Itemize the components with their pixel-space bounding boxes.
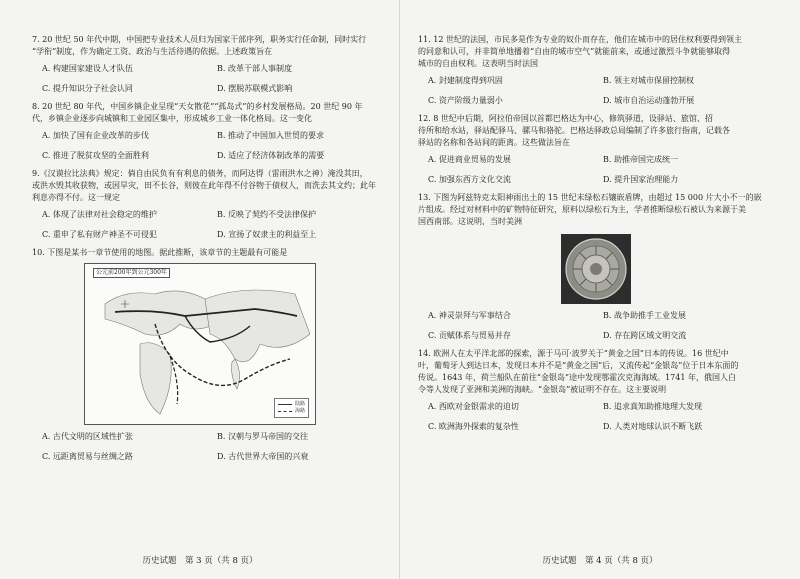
option-a[interactable]: A. 加快了国有企业改革的步伐 bbox=[42, 131, 149, 140]
question-12-stem: 12. 8 世纪中后期，阿拉伯帝国以首都巴格达为中心，修筑驿道，设驿站、旅馆、招 待所和给水站，驿站配驿马、骡马和骆驼。巴格达驿政总局编制了许多旅行指南，记载各 驿站的名称和各站间的距离。这些做法旨在 bbox=[418, 114, 730, 147]
shield-icon bbox=[565, 238, 627, 300]
question-13-options bbox=[418, 310, 778, 342]
option-d[interactable]: D. 古代世界大帝国的兴衰 bbox=[217, 452, 309, 461]
option-a[interactable]: A. 促进商业贸易的发展 bbox=[428, 155, 511, 164]
option-d[interactable]: D. 城市自治运动蓬勃开展 bbox=[603, 96, 695, 105]
map-legend bbox=[274, 398, 309, 418]
option-b[interactable]: B. 战争助推手工业发展 bbox=[603, 311, 686, 320]
question-14 bbox=[418, 348, 778, 433]
option-b[interactable]: B. 汉朝与罗马帝国的交往 bbox=[217, 432, 308, 441]
question-9-stem: 9.《汉谟拉比法典》规定：倘自由民负有有利息的债务，而阿达得（雷雨洪水之神）淹没其田， 或洪水毁其收获物，或因旱灾，田不长谷，则彼在此年得不付谷物于债权人，而洗去其文约；此年 利息亦得不付。这一规定 bbox=[32, 169, 376, 202]
solid-line-icon bbox=[278, 404, 292, 405]
question-11-options bbox=[418, 75, 778, 107]
option-b[interactable]: B. 反映了契约不受法律保护 bbox=[217, 210, 316, 219]
question-13 bbox=[418, 192, 778, 342]
option-b[interactable]: B. 推动了中国加入世贸的要求 bbox=[217, 131, 324, 140]
option-d[interactable]: D. 适应了经济体制改革的需要 bbox=[217, 151, 325, 160]
turquoise-shield-photo bbox=[561, 234, 631, 304]
exam-page-4 bbox=[400, 0, 800, 579]
question-10 bbox=[32, 247, 386, 463]
option-a[interactable]: A. 构建国家建设人才队伍 bbox=[42, 64, 133, 73]
question-14-options bbox=[418, 401, 778, 433]
legend-land-route: 陆路 bbox=[278, 401, 305, 408]
option-d[interactable]: D. 摆脱苏联模式影响 bbox=[217, 84, 293, 93]
option-b[interactable]: B. 改革干部人事制度 bbox=[217, 64, 292, 73]
question-7-stem: 7. 20 世纪 50 年代中期，中国把专业技术人员归为国家干部序列，职务实行任命制，同时实行 “学衔”制度，作为确定工资、政治与生活待遇的依据。上述政策旨在 bbox=[32, 35, 367, 56]
question-12-options bbox=[418, 154, 778, 186]
option-b[interactable]: B. 领主对城市保留控制权 bbox=[603, 76, 694, 85]
page-footer: 历史试题 第 4 页（共 8 页） bbox=[542, 556, 658, 566]
legend-sea-route: 海路 bbox=[278, 408, 305, 415]
option-a[interactable]: A. 体现了法律对社会稳定的维护 bbox=[42, 210, 157, 219]
question-12 bbox=[418, 113, 778, 186]
question-11-stem: 11. 12 世纪的法国，市民多是作为专业的奴仆而存在，他们在城市中的居住权利要得到领主 的同意和认可，并非简单地播着“自由的城市空气”就能前来，或通过激烈斗争就能够取得 城市的自由权利。这表明当时法国 bbox=[418, 35, 742, 68]
page-footer: 历史试题 第 3 页（共 8 页） bbox=[142, 556, 258, 566]
question-14-stem: 14. 欧洲人在太平洋北部的探索，源于马可·波罗关于“黄金之国”日本的传说。16 世纪中 叶，葡萄牙人到达日本，发现日本并不是“黄金之国”后，又流传起“金银岛”位于日本东面的 传说。1643 年，荷兰船队在前往“金银岛”途中发现鄂霍次克海海域。1741 年，俄国人白 令等人发现了亚洲和美洲的海峡。“金银岛”被证明不存在。这主要说明 bbox=[418, 349, 739, 394]
map-title: 公元前200年到公元300年 bbox=[93, 268, 170, 278]
option-c[interactable]: C. 资产阶级力量弱小 bbox=[428, 96, 503, 105]
option-c[interactable]: C. 推进了脱贫攻坚的全面胜利 bbox=[42, 151, 149, 160]
option-b[interactable]: B. 追求真知助推地理大发现 bbox=[603, 402, 702, 411]
option-d[interactable]: D. 人类对地球认识不断飞跃 bbox=[603, 422, 703, 431]
option-c[interactable]: C. 重申了私有财产神圣不可侵犯 bbox=[42, 230, 157, 239]
question-9 bbox=[32, 168, 386, 241]
option-d[interactable]: D. 存在跨区域文明交流 bbox=[603, 331, 687, 340]
option-d[interactable]: D. 宣扬了奴隶主的利益至上 bbox=[217, 230, 317, 239]
option-d[interactable]: D. 提升国家治理能力 bbox=[603, 175, 679, 184]
option-b[interactable]: B. 助推帝国完成统一 bbox=[603, 155, 678, 164]
question-8-stem: 8. 20 世纪 80 年代，中国乡镇企业呈现“天女散花”“孤岛式”的乡村发展格局。20 世纪 90 年 代，乡镇企业逐步向城镇和工业园区集中，形成城乡工业一体化格局。这一变化 bbox=[32, 102, 363, 123]
question-7 bbox=[32, 34, 386, 95]
question-7-options bbox=[32, 63, 386, 95]
dashed-line-icon bbox=[278, 411, 292, 412]
option-a[interactable]: A. 西欧对金银需求的迫切 bbox=[428, 402, 519, 411]
question-8-options bbox=[32, 130, 386, 162]
question-10-stem: 10. 下图是某书一章节使用的地图。据此推断，该章节的主题最有可能是 bbox=[32, 248, 288, 257]
option-a[interactable]: A. 古代文明的区域性扩张 bbox=[42, 432, 133, 441]
option-c[interactable]: C. 贡赋体系与贸易并存 bbox=[428, 331, 511, 340]
option-c[interactable]: C. 提升知识分子社会认同 bbox=[42, 84, 133, 93]
question-11 bbox=[418, 34, 778, 107]
question-13-stem: 13. 下图为阿兹特克太阳神雨出土的 15 世纪末绿松石镶嵌盾牌，由超过 15 000 片大小不一的嵌 片组成。经过对材料中的矿物特征研究，原料以绿松石为主，学者推断绿松石被认为来源于美 国西南部。这说明，当时美洲 bbox=[418, 193, 762, 226]
option-c[interactable]: C. 加强东西方文化交流 bbox=[428, 175, 511, 184]
trade-routes-map bbox=[84, 263, 316, 425]
option-a[interactable]: A. 封建制度得到巩固 bbox=[428, 76, 503, 85]
option-c[interactable]: C. 欧洲海外探索的复杂性 bbox=[428, 422, 519, 431]
option-c[interactable]: C. 远距离贸易与丝绸之路 bbox=[42, 452, 133, 461]
question-10-options bbox=[32, 431, 386, 463]
question-8 bbox=[32, 101, 386, 162]
question-9-options bbox=[32, 209, 386, 241]
option-a[interactable]: A. 神灵崇拜与军事结合 bbox=[428, 311, 511, 320]
